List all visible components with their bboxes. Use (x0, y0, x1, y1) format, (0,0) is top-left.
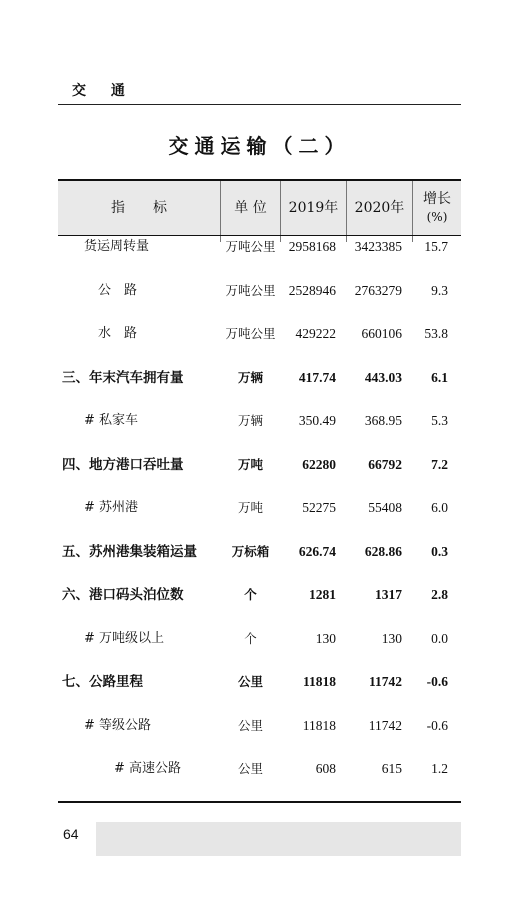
row-indicator: # 高速公路 (114, 761, 182, 776)
table-row (58, 713, 461, 739)
row-unit: 万吨 (237, 500, 263, 515)
row-unit: 个 (244, 587, 257, 602)
table-row (58, 234, 461, 260)
page-number: 64 (63, 826, 79, 842)
growth-header-label: 增长 (423, 191, 451, 208)
row-value-2020: 11742 (368, 674, 402, 689)
page-title: 交通运输（二） (168, 134, 351, 158)
row-value-2020: 368.95 (364, 413, 402, 428)
growth-header-unit: (%) (426, 210, 448, 225)
table-header (58, 179, 461, 236)
row-unit: 万辆 (237, 369, 263, 385)
column-header-2019: 2019年 (288, 199, 339, 216)
table-row (58, 452, 461, 478)
row-value-2020: 615 (381, 761, 402, 776)
row-indicator: 货运周转量 (84, 239, 150, 254)
table-row (58, 669, 461, 695)
row-value-2019: 52275 (302, 500, 336, 515)
row-indicator: # 私家车 (84, 413, 139, 428)
table-row (58, 626, 461, 652)
table-row (58, 408, 461, 434)
row-growth: 5.3 (431, 413, 448, 428)
row-unit: 公里 (237, 674, 263, 689)
row-unit: 公里 (237, 717, 263, 733)
row-value-2019: 11818 (302, 717, 336, 733)
row-growth: 6.0 (431, 500, 448, 515)
row-value-2019: 350.49 (298, 413, 336, 428)
row-growth: 1.2 (431, 761, 448, 776)
row-growth: 7.2 (431, 456, 448, 472)
row-value-2019: 1281 (309, 587, 336, 602)
row-indicator: # 等级公路 (84, 717, 152, 733)
row-unit: 万吨 (237, 456, 263, 472)
row-value-2019: 130 (315, 630, 336, 646)
table-row (58, 321, 461, 347)
table-row (58, 582, 461, 608)
table-row (58, 539, 461, 565)
table-row (58, 278, 461, 304)
row-value-2019: 608 (315, 761, 336, 776)
row-indicator: 四、地方港口吞吐量 (62, 456, 184, 473)
row-value-2020: 2763279 (354, 282, 402, 298)
row-value-2020: 628.86 (364, 543, 402, 559)
row-growth: 6.1 (431, 369, 448, 385)
row-growth: 15.7 (424, 239, 448, 254)
row-value-2020: 3423385 (354, 239, 402, 254)
table-row (58, 365, 461, 391)
row-value-2020: 1317 (375, 587, 402, 602)
row-indicator: 六、港口码头泊位数 (62, 587, 184, 603)
row-indicator: # 万吨级以上 (84, 630, 165, 646)
row-indicator: 三、年末汽车拥有量 (62, 369, 184, 386)
row-value-2019: 62280 (302, 456, 336, 472)
row-indicator: 七、公路里程 (62, 674, 143, 690)
row-indicator: # 苏州港 (84, 500, 139, 515)
row-value-2020: 660106 (361, 326, 402, 341)
row-value-2020: 55408 (368, 500, 402, 515)
row-growth: -0.6 (426, 717, 448, 733)
row-growth: 9.3 (431, 282, 448, 298)
header-divider (58, 104, 461, 105)
table-body (58, 236, 461, 803)
row-value-2019: 2528946 (288, 282, 336, 298)
row-growth: -0.6 (426, 674, 448, 689)
column-header-2020: 2020年 (354, 199, 405, 216)
row-indicator: 五、苏州港集装箱运量 (62, 543, 197, 560)
row-growth: 0.3 (431, 543, 448, 559)
row-unit: 万标箱 (231, 543, 270, 559)
row-value-2019: 429222 (295, 326, 336, 341)
table-row (58, 495, 461, 521)
row-unit: 万吨公里 (225, 239, 276, 254)
row-unit: 万吨公里 (225, 326, 276, 341)
statistics-table (58, 179, 461, 803)
column-header-indicator: 指 标 (111, 199, 167, 216)
row-value-2019: 417.74 (298, 369, 336, 385)
column-header-unit: 单 位 (234, 199, 267, 216)
section-header: 交 通 (72, 83, 135, 99)
row-value-2020: 66792 (368, 456, 402, 472)
row-value-2020: 130 (381, 630, 402, 646)
footer-bar (58, 822, 461, 856)
row-growth: 2.8 (431, 587, 448, 602)
column-header-growth (413, 181, 461, 235)
row-value-2019: 11818 (302, 674, 336, 689)
row-growth: 53.8 (424, 326, 448, 341)
table-row (58, 756, 461, 782)
row-unit: 公里 (237, 761, 263, 776)
row-value-2019: 626.74 (298, 543, 336, 559)
row-unit: 个 (244, 630, 257, 646)
row-value-2020: 443.03 (364, 369, 402, 385)
row-indicator: 水 路 (98, 326, 138, 341)
row-indicator: 公 路 (98, 282, 138, 298)
row-growth: 0.0 (431, 630, 448, 646)
row-unit: 万辆 (237, 413, 263, 428)
row-unit: 万吨公里 (225, 282, 276, 298)
row-value-2020: 11742 (368, 717, 402, 733)
row-value-2019: 2958168 (288, 239, 336, 254)
